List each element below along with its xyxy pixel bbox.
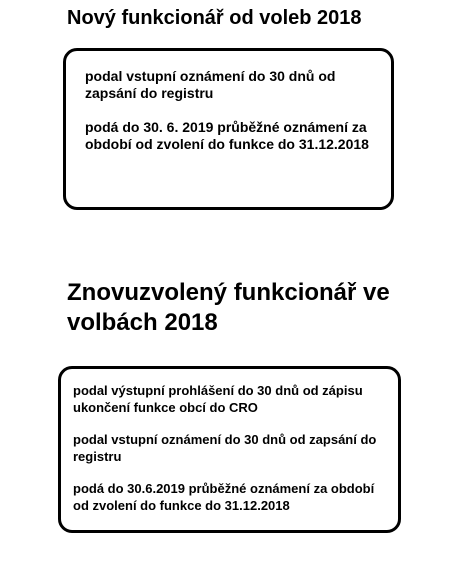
exit-declaration-text: podal výstupní prohlášení do 30 dnů od zápisu ukončení funkce obcí do CRO xyxy=(73,383,363,415)
entry-declaration-text: podal vstupní oznámení do 30 dnů od zapsání do registru xyxy=(73,432,377,464)
section-heading-new-official: Nový funkcionář od voleb 2018 xyxy=(67,7,362,29)
entry-declaration-text: podal vstupní oznámení do 30 dnů od zapsání do registru xyxy=(85,68,336,101)
interim-declaration-text: podá do 30. 6. 2019 průběžné oznámení za období od zvolení do funkce do 31.12.2018 xyxy=(85,119,369,152)
interim-declaration-text: podá do 30.6.2019 průběžné oznámení za období od zvolení do funkce do 31.12.2018 xyxy=(73,481,375,513)
section-heading-reelected-official: Znovuzvolený funkcionář ve volbách 2018 xyxy=(67,279,390,336)
info-box-new-official xyxy=(63,48,394,210)
info-box-reelected-official xyxy=(58,366,401,533)
